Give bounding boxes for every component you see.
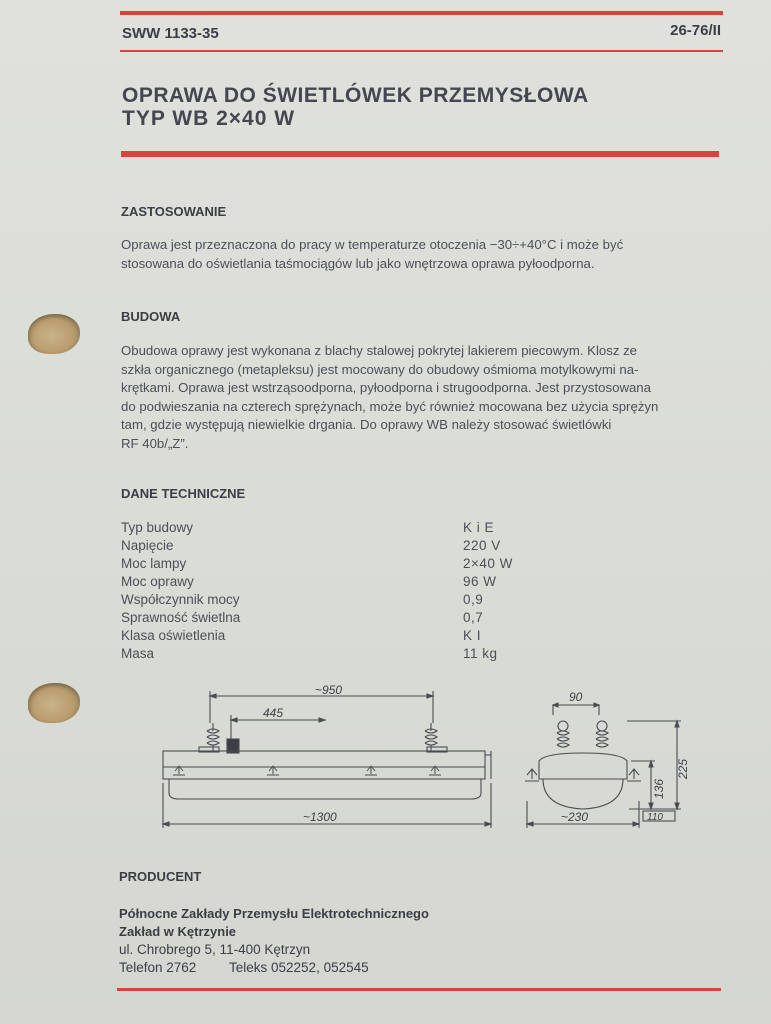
spec-value: 0,7 [463,610,484,625]
fixture-side-view [163,751,491,799]
title-rule [121,151,719,157]
section-heading-dane: DANE TECHNICZNE [121,486,246,501]
dim-label-110: 110 [647,812,663,823]
section-heading-budowa: BUDOWA [121,309,181,324]
dim-label-90: 90 [569,690,583,704]
spec-label: Moc lampy [121,556,187,571]
binder-hole-bottom [28,683,80,723]
binder-hole-top [28,314,80,354]
paragraph-line: krętkami. Oprawa jest wstrząsoodporna, pyłoodporna i strugoodporna. Jest przystosowana [121,380,651,396]
paragraph-line: Obudowa oprawy jest wykonana z blachy stalowej pokrytej lakierem piecowym. Klosz ze [121,343,638,358]
spec-value: 96 W [463,574,497,589]
technical-drawing [155,683,715,833]
paragraph-line: Oprawa jest przeznaczona do pracy w temperaturze otoczenia −30÷+40°C i może być [121,237,624,252]
dim-label-230: ~230 [561,810,589,824]
spec-row [121,520,601,538]
spec-label: Napięcie [121,538,174,553]
spec-row [121,592,601,610]
spring-left [199,723,219,752]
spec-label: Moc oprawy [121,574,194,589]
dim-label-445: 445 [263,706,284,720]
producer-name: Północne Zakłady Przemysłu Elektrotechnicznego [119,906,429,921]
header-rule [120,50,723,52]
producer-phone: Telefon 2762 [119,960,197,975]
spring-right [425,723,447,752]
page-subtitle: TYP WB 2×40 W [122,107,296,130]
spec-row [121,646,601,664]
spec-row [121,628,601,646]
spec-row [121,610,601,628]
zastosowanie-paragraph [121,236,721,273]
spec-row [121,556,601,574]
page-title: OPRAWA DO ŚWIETLÓWEK PRZEMYSŁOWA [122,84,589,107]
paragraph-line: do podwieszania na czterech sprężynach, może być również mocowana bez użycia sprężyn [121,398,659,414]
paragraph-line: stosowana do oświetlania taśmociągów lub jako wnętrzowa oprawa pyłoodporna. [121,255,595,271]
spec-value: 0,9 [463,592,484,607]
spec-label: Typ budowy [121,520,194,535]
spec-label: Klasa oświetlenia [121,628,226,643]
paragraph-line: RF 40b/„Z”. [121,435,189,451]
spec-value: 11 kg [463,646,498,661]
spec-label: Masa [121,646,155,661]
dim-label-1300: ~1300 [303,810,337,824]
paragraph-line: szkła organicznego (metapleksu) jest mocowany do obudowy ośmioma motylkowymi na- [121,361,639,377]
spec-value: 2×40 W [463,556,513,571]
dim-label-136: 136 [652,778,666,799]
fixture-end-view [525,703,681,828]
dim-label-225: 225 [676,758,690,779]
budowa-paragraph [121,342,721,454]
spec-row [121,538,601,556]
paragraph-line: tam, gdzie występują niewielkie drgania. Do oprawy WB należy stosować świetlówki [121,417,612,433]
spec-label: Współczynnik mocy [121,592,240,607]
spec-value: 220 V [463,538,501,553]
producer-telex: Teleks 052252, 052545 [229,960,369,975]
standard-code: SWW 1133-35 [122,25,219,42]
spec-value: K I [463,628,482,643]
spec-row [121,574,601,592]
dim-label-950: ~950 [315,683,343,697]
footer-rule [117,988,721,991]
producer-branch: Zakład w Kętrzynie [119,924,237,939]
producer-address: ul. Chrobrego 5, 11-400 Kętrzyn [119,942,311,957]
sheet-number: 26-76/II [670,22,721,39]
section-heading-zastosowanie: ZASTOSOWANIE [121,204,227,219]
section-heading-producent: PRODUCENT [119,869,202,884]
spec-label: Sprawność świetlna [121,610,241,625]
top-rule [120,11,723,15]
spec-value: K i E [463,520,495,535]
